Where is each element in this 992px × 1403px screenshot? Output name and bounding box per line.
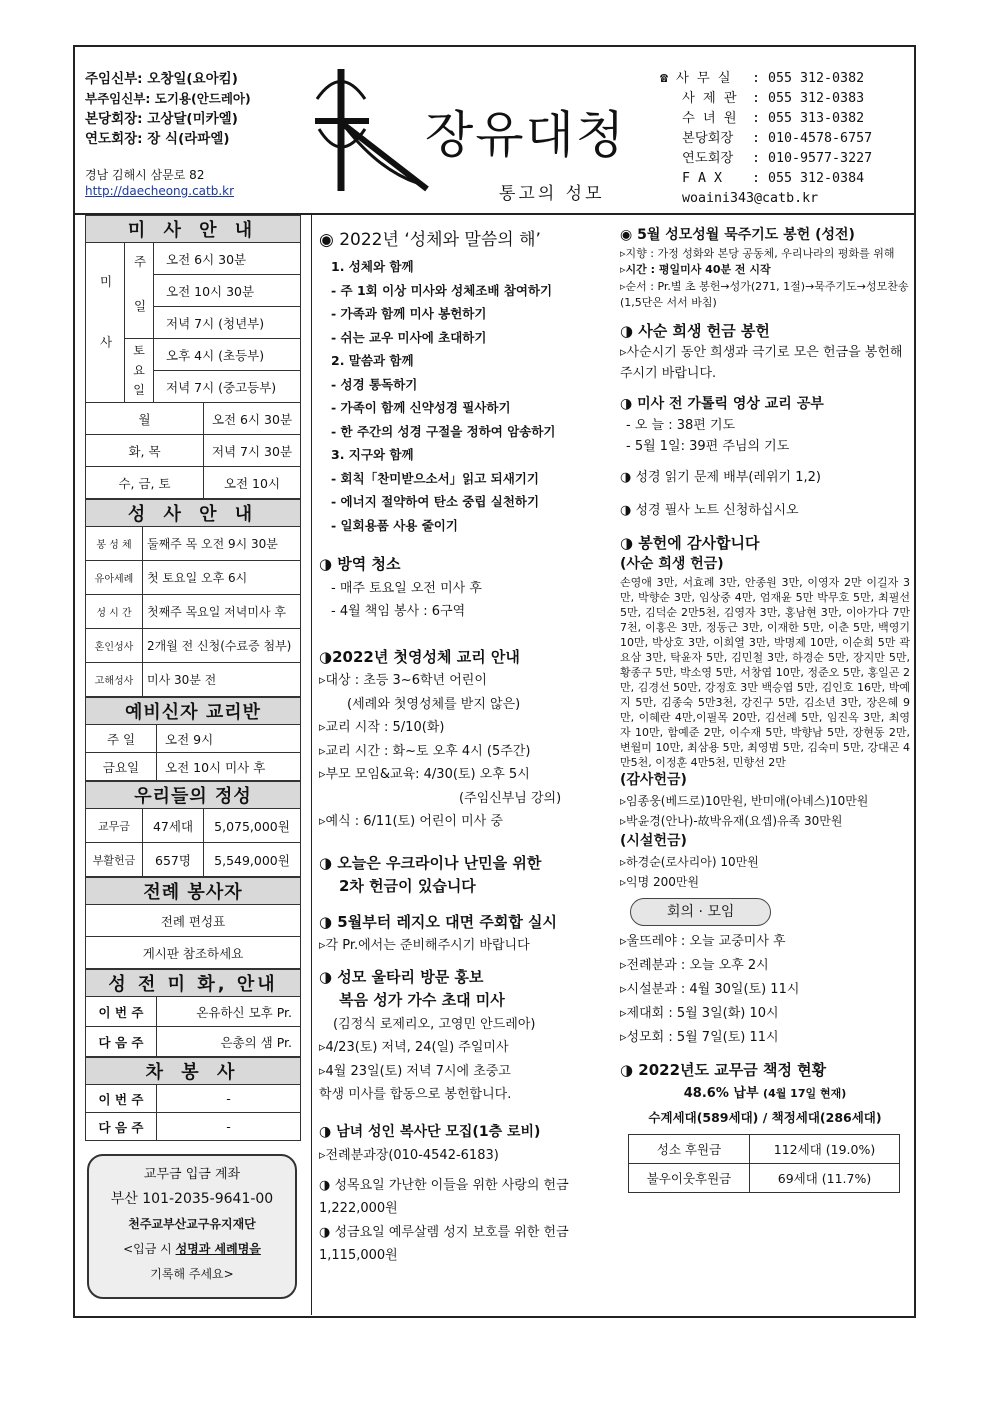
sacrament-name: 고해성사 xyxy=(86,663,143,697)
bank-title: 교무금 입금 계좌 xyxy=(143,1167,241,1182)
mass-time: 오전 10시 30분 xyxy=(154,275,301,307)
parish-title: 장유대청 xyxy=(425,106,627,164)
clergy-row: 주임신부: 오창일(요아킴) xyxy=(85,71,238,87)
contact-row: F A X : 055 312-0384 xyxy=(682,171,865,186)
year-item: - 쉬는 교우 미사에 초대하기 xyxy=(331,329,487,345)
mass-time: 오전 6시 30분 xyxy=(154,243,301,275)
mass-time: 저녁 7시 (청년부) xyxy=(154,307,301,339)
contact-row: 본당회장 : 010-4578-6757 xyxy=(682,131,873,146)
lent-title: ◑ 사순 희생 헌금 봉헌 xyxy=(620,322,770,341)
clergy-row: 연도회장: 장 식(라파엘) xyxy=(85,131,230,147)
email[interactable]: woaini343@catb.kr xyxy=(682,191,819,206)
rosary-item: ▹순서 : Pr.별 초 봉헌→성가(271, 1절)→묵주기도→성모찬송(1,5단은 서서 바침) xyxy=(620,279,909,309)
weekday: 화, 목 xyxy=(86,435,204,467)
meeting-item: ▹울뜨레야 : 오늘 교중미사 후 xyxy=(620,934,786,950)
communion-item: ▹예식 : 6/11(토) 어린이 미사 중 xyxy=(319,814,503,829)
thanks-subtitle: (감사헌금) xyxy=(620,772,687,789)
altar-title: ◑ 남녀 성인 복사단 모집(1층 로비) xyxy=(319,1123,541,1140)
contact-row: 수 녀 원 : 055 313-0382 xyxy=(682,111,865,126)
bible-quiz: ◑ 성경 읽기 문제 배부(레위기 1,2) xyxy=(620,470,821,486)
clergy-list xyxy=(85,69,251,149)
offering-title: 우리들의 정성 xyxy=(86,782,301,809)
website-link[interactable]: http://daecheong.catb.kr xyxy=(85,184,235,198)
dues-name: 성소 후원금 xyxy=(629,1135,750,1164)
tea-week: 다 음 주 xyxy=(86,1113,157,1141)
liturgy-title: 전례 봉사자 xyxy=(86,878,301,905)
fatima-title: ◑ 성모 울타리 방문 홍보 xyxy=(319,967,484,986)
year-item: - 일회용품 사용 줄이기 xyxy=(331,517,458,533)
saturday-label: 토 요 일 xyxy=(125,339,154,403)
thanks-item: ▹박윤경(안나)-故박유재(요셉)유족 30만원 xyxy=(620,814,843,829)
sacrament-name: 혼인성사 xyxy=(86,629,143,663)
sunday-label: 주 일 xyxy=(125,243,154,339)
header xyxy=(75,47,914,215)
year-item: - 회칙「찬미받으소서」읽고 되새기기 xyxy=(331,470,539,486)
year-item: - 주 1회 이상 미사와 성체조배 참여하기 xyxy=(331,282,553,298)
meeting-item: ▹성모회 : 5월 7일(토) 11시 xyxy=(620,1030,779,1046)
parish-logo xyxy=(307,69,647,209)
sacrament-name: 봉 성 체 xyxy=(86,527,143,561)
flower-value: 온유하신 모후 Pr. xyxy=(157,997,301,1027)
tea-value: - xyxy=(157,1085,301,1113)
sacrament-name: 유아세례 xyxy=(86,561,143,595)
sacrament-value: 둘째주 목 오전 9시 30분 xyxy=(143,527,301,561)
lent-item: ▹사순시기 동안 희생과 극기로 모은 헌금을 봉헌해 주시기 바랍니다. xyxy=(620,345,903,382)
fatima-item: 학생 미사를 합동으로 봉헌합니다. xyxy=(319,1087,512,1102)
class-time: 오전 9시 xyxy=(157,725,301,753)
dues-rate-line: 48.6% 납부 (4월 17일 현재) xyxy=(683,1086,847,1102)
sacrament-value: 미사 30분 전 xyxy=(143,663,301,697)
contact-row: 사 제 관 : 055 312-0383 xyxy=(682,91,865,106)
legio-item: ▹각 Pr.에서는 준비해주시기 바랍니다 xyxy=(319,938,530,953)
offering-count: 657명 xyxy=(143,843,204,877)
column-divider xyxy=(311,215,312,1315)
catechumen-table xyxy=(85,697,301,781)
contact-row: 연도회장 : 010-9577-3227 xyxy=(682,151,873,166)
weekday-time: 오전 6시 30분 xyxy=(204,403,301,435)
flower-title: 성 전 미 화, 안내 xyxy=(86,970,301,997)
offering-table xyxy=(85,781,301,877)
bank-note: 기록해 주세요> xyxy=(150,1267,234,1281)
meeting-item: ▹제대회 : 5월 3일(화) 10시 xyxy=(620,1006,779,1022)
offering-amount: 5,549,000원 xyxy=(204,843,301,877)
mass-schedule-table xyxy=(85,215,301,499)
video-item: - 오 늘 : 38편 기도 xyxy=(626,418,736,434)
year-title: ◉ 2022년 ‘성체와 말씀의 해’ xyxy=(319,230,541,250)
year-item: 1. 성체와 함께 xyxy=(331,259,414,274)
contact-row: ☎ 사 무 실 : 055 312-0382 xyxy=(660,71,865,86)
liturgy-row: 전례 편성표 xyxy=(86,905,301,937)
bank-owner: 천주교부산교구유지재단 xyxy=(128,1217,256,1231)
liturgy-row: 게시판 참조하세요 xyxy=(86,937,301,969)
rosary-item: ▹지향 : 가정 성화와 본당 공동체, 우리나라의 평화를 위해 xyxy=(620,247,895,260)
offering-amount: 5,075,000원 xyxy=(204,809,301,843)
bible-copy: ◑ 성경 필사 노트 신청하십시오 xyxy=(620,503,799,519)
thanks-title: ◑ 봉헌에 감사합니다 xyxy=(620,534,760,553)
middle-column xyxy=(319,225,615,1268)
fatima-item: ▹4/23(토) 저녁, 24(일) 주일미사 xyxy=(319,1040,509,1055)
tea-week: 이 번 주 xyxy=(86,1085,157,1113)
bulletin-frame xyxy=(73,45,916,1318)
dues-table xyxy=(628,1134,900,1193)
communion-item: (주임신부님 강의) xyxy=(459,790,562,806)
year-item: - 한 주간의 성경 구절을 정하여 암송하기 xyxy=(331,423,556,439)
flower-week: 이 번 주 xyxy=(86,997,157,1027)
meeting-header xyxy=(620,898,910,926)
meeting-title: 회의 · 모임 xyxy=(630,898,771,926)
dues-value: 112세대 (19.0%) xyxy=(750,1135,900,1164)
tea-title: 차 봉 사 xyxy=(86,1058,301,1085)
rosary-item: ▹시간 : 평일미사 40분 전 시작 xyxy=(620,263,771,277)
mass-title: 미 사 안 내 xyxy=(86,216,301,243)
communion-item: (세례와 첫영성체를 받지 않은) xyxy=(347,696,521,712)
communion-title: ◑2022년 첫영성체 교리 안내 xyxy=(319,647,520,666)
tea-value: - xyxy=(157,1113,301,1141)
sacrament-value: 첫 토요일 오후 6시 xyxy=(143,561,301,595)
left-column xyxy=(85,215,301,1141)
bank-account-box xyxy=(87,1154,297,1299)
year-item: - 가족이 함께 신약성경 필사하기 xyxy=(331,400,511,415)
clergy-row: 부주임신부: 도기용(안드레아) xyxy=(85,91,251,106)
altar-item: ▹전례분과장(010-4542-6183) xyxy=(319,1148,499,1163)
parish-subtitle: 통고의 성모 xyxy=(499,184,605,204)
class-day: 금요일 xyxy=(86,753,157,781)
communion-item: ▹부모 모임&교육: 4/30(토) 오후 5시 xyxy=(319,767,530,782)
dues-value: 69세대 (11.7%) xyxy=(750,1164,900,1193)
dues-name: 불우이웃후원금 xyxy=(629,1164,750,1193)
fatima-item: (김정식 로제리오, 고영민 안드레아) xyxy=(333,1016,536,1032)
sacrament-table xyxy=(85,499,301,697)
weekday-time: 저녁 7시 30분 xyxy=(204,435,301,467)
communion-item: ▹교리 시작 : 5/10(화) xyxy=(319,720,445,735)
communion-item: ▹교리 시간 : 화~토 오후 4시 (5주간) xyxy=(319,743,531,759)
offering-name: 교무금 xyxy=(86,809,143,843)
facility-item: ▹익명 200만원 xyxy=(620,875,700,890)
address: 경남 김해시 삼문로 82 xyxy=(85,168,205,182)
mass-label: 미 사 xyxy=(86,243,125,403)
cleaning-title: ◑ 방역 청소 xyxy=(319,555,401,573)
weekday: 수, 금, 토 xyxy=(86,467,204,499)
cleaning-item: - 4월 책임 봉사 : 6구역 xyxy=(331,604,466,619)
lent-subtitle: (사순 희생 헌금) xyxy=(620,556,724,573)
flower-table xyxy=(85,969,301,1057)
year-list xyxy=(319,255,615,537)
clergy-row: 본당회장: 고상달(미카엘) xyxy=(85,111,238,127)
address-block xyxy=(85,167,234,199)
donor-list: 손영애 3만, 서효례 3만, 안종원 3만, 이영자 2만 이길자 3만, 박향순 3만, 임상중 4만, 엄재윤 5만 박무호 5만, 최필선 5만, 김덕순 2만5천, 김영자 3만, 홍남현 3만, 이아가다 7만7천, 이홍은 3만, 정동근 3만, 이재한 5만, 이춘 5만, 백영기 10만, 박상호 3만, 이희열 3만, 박명제 10만, 이순희 5만 곽요삼 3만, 탁윤자 5만, 김민철 3만, 하경순 5만, 장지만 5만, 황종구 5만, 박소영 5만, 서창엽 10만, 정준오 5만, 홍일곤 2만, 김경선 50만, 강정호 3만 백승엽 5만, 김인호 16만, 박예지 5만, 김종숙 5만3천, 강진구 5만, 김소년 3만, 장은혜 9만, 이혜란 4만,이필목 20만, 김선례 5만, 임진옥 3만, 최영자 10만, 함예준 2만, 이수재 5만, 박향남 5만, 장현동 2만, 변월미 10만, 최삼용 5만, 최영범 5만, 김숙미 5만, 강대곤 4만5천, 이정훈 4만5천, 민향선 2만 xyxy=(620,576,910,770)
dues-title: ◑ 2022년도 교무금 책정 현황 xyxy=(620,1061,827,1080)
class-day: 주 일 xyxy=(86,725,157,753)
catechumen-title: 예비신자 교리반 xyxy=(86,698,301,725)
thanks-item: ▹임종웅(베드로)10만원, 반미애(아녜스)10만원 xyxy=(620,794,869,809)
video-title: ◑ 미사 전 가톨릭 영상 교리 공부 xyxy=(620,396,824,413)
goodfriday-offering: ◑ 성금요일 예루살렘 성지 보호를 위한 헌금 1,115,000원 xyxy=(319,1224,569,1263)
class-time: 오전 10시 미사 후 xyxy=(157,753,301,781)
contact-list xyxy=(660,69,872,209)
dues-households: 수계세대(589세대) / 책정세대(286세대) xyxy=(648,1110,882,1126)
mass-time: 오후 4시 (초등부) xyxy=(154,339,301,371)
video-item: - 5월 1일: 39편 주님의 기도 xyxy=(626,439,790,455)
year-item: - 가족과 함께 미사 봉헌하기 xyxy=(331,306,487,321)
tea-table xyxy=(85,1057,301,1141)
flower-value: 은총의 샘 Pr. xyxy=(157,1027,301,1057)
meeting-item: ▹전례분과 : 오늘 오후 2시 xyxy=(620,958,769,974)
year-item: 3. 지구와 함께 xyxy=(331,447,414,462)
weekday: 월 xyxy=(86,403,204,435)
facility-item: ▹하경순(로사리아) 10만원 xyxy=(620,855,759,870)
ukraine-title: 2차 헌금이 있습니다 xyxy=(339,877,476,895)
offering-count: 47세대 xyxy=(143,809,204,843)
communion-item: ▹대상 : 초등 3~6학년 어린이 xyxy=(319,673,487,688)
sacrament-name: 성 시 간 xyxy=(86,595,143,629)
year-item: 2. 말씀과 함께 xyxy=(331,353,414,368)
legio-title: ◑ 5월부터 레지오 대면 주회합 실시 xyxy=(319,912,558,931)
flower-week: 다 음 주 xyxy=(86,1027,157,1057)
weekday-time: 오전 10시 xyxy=(204,467,301,499)
year-item: - 에너지 절약하여 탄소 중립 실천하기 xyxy=(331,494,540,509)
bank-note: <입금 시 성명과 세례명을 xyxy=(123,1242,261,1256)
ukraine-title: ◑ 오늘은 우크라이나 난민을 위한 xyxy=(319,853,542,872)
meeting-item: ▹시설분과 : 4월 30일(토) 11시 xyxy=(620,982,800,998)
sacrament-value: 2개월 전 신청(수료증 첨부) xyxy=(143,629,301,663)
bank-account: 부산 101-2035-9641-00 xyxy=(110,1191,274,1207)
mass-time: 저녁 7시 (중고등부) xyxy=(154,371,301,403)
sacrament-title: 성 사 안 내 xyxy=(86,500,301,527)
year-item: - 성경 통독하기 xyxy=(331,376,418,392)
rosary-title: ◉ 5월 성모성월 묵주기도 봉헌 (성전) xyxy=(620,227,855,243)
fatima-title: 복음 성가 가수 초대 미사 xyxy=(339,991,505,1009)
liturgy-table xyxy=(85,877,301,969)
cleaning-item: - 매주 토요일 오전 미사 후 xyxy=(331,580,482,596)
right-column xyxy=(620,225,910,1193)
facility-subtitle: (시설헌금) xyxy=(620,833,687,850)
offering-name: 부활헌금 xyxy=(86,843,143,877)
maundy-offering: ◑ 성목요일 가난한 이들을 위한 사랑의 헌금 1,222,000원 xyxy=(319,1177,569,1216)
sacrament-value: 첫째주 목요일 저녁미사 후 xyxy=(143,595,301,629)
fatima-item: ▹4월 23일(토) 저녁 7시에 초중고 xyxy=(319,1063,511,1079)
